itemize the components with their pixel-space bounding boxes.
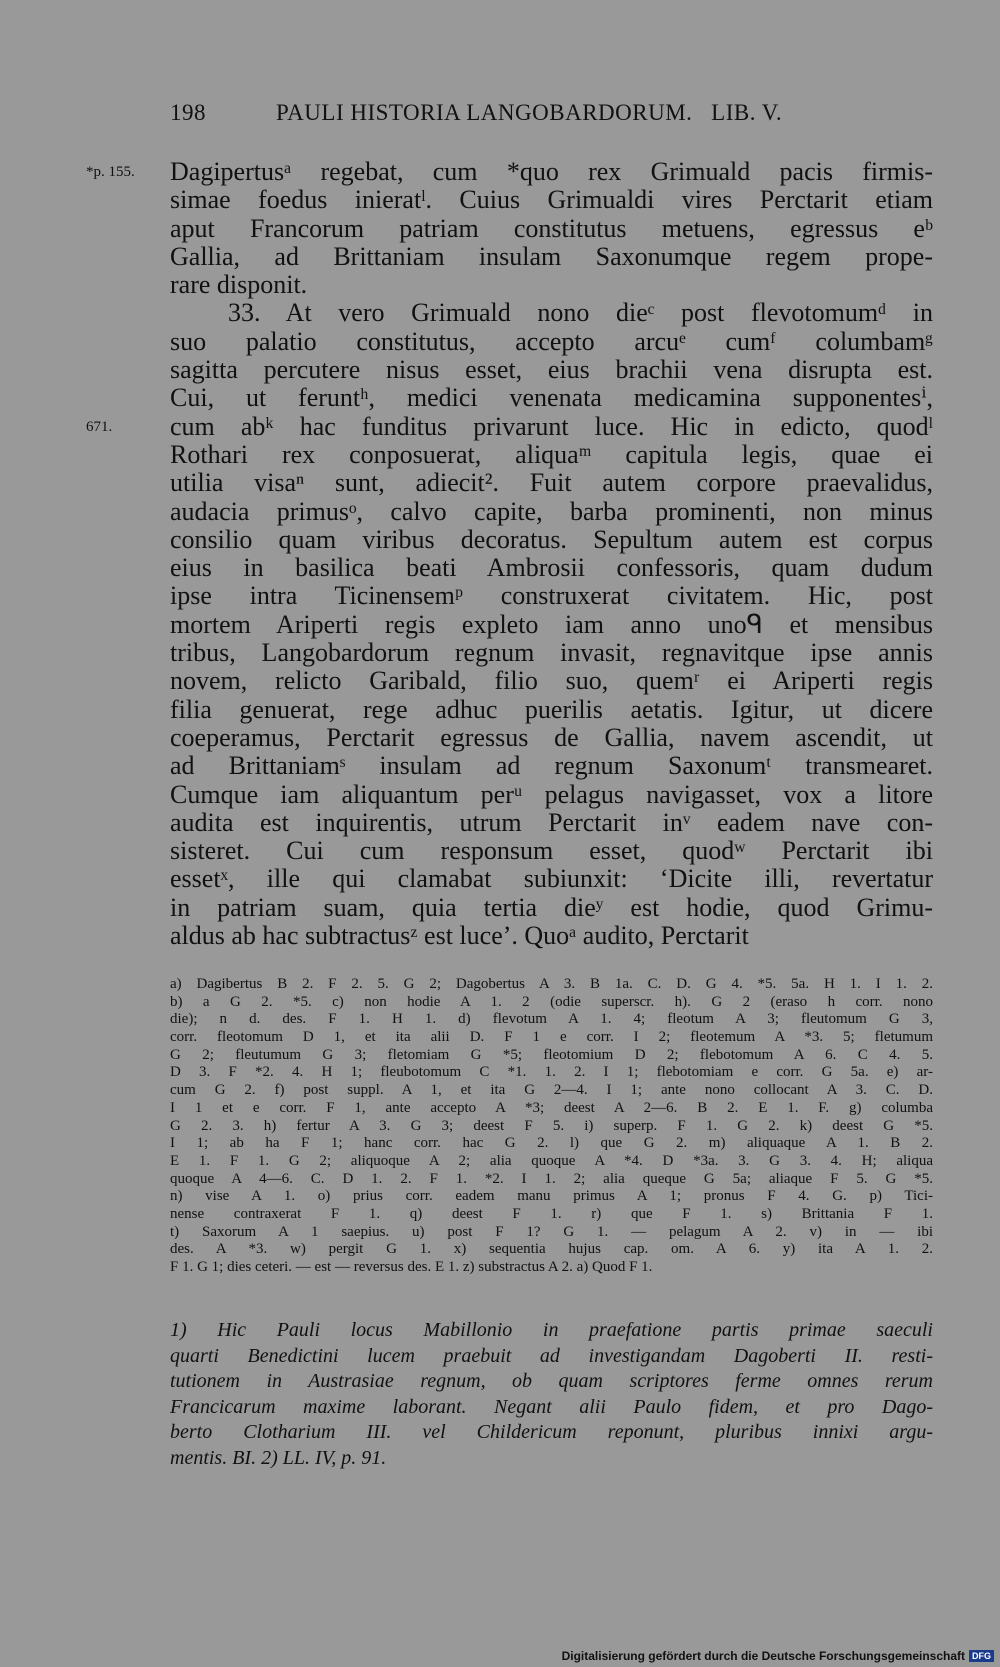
- text-line: ipse intra Ticinensemᵖ construxerat civitatem. Hic, post: [170, 581, 933, 611]
- text-line: simae foedus inieratˡ. Cuius Grimualdi vires Perctarit etiam: [170, 185, 933, 215]
- editorial-notes: [170, 1318, 933, 1471]
- text-line: sisteret. Cui cum responsum esset, quodʷ Perctarit ibi: [170, 836, 933, 866]
- footnote-line: quoque A 4—6. C. D 1. 2. F 1. *2. I 1. 2; alia queque G 5a; aliaque F 5. G *5.: [170, 1170, 933, 1187]
- footnote-line: E 1. F 1. G 2; aliquoque A 2; alia quoque A *4. D *3a. 3. G 3. 4. H; aliqua: [170, 1152, 933, 1169]
- footnote-line: G 2; fleutumum G 3; fletomiam G *5; fleotomium D 2; flebotomum A 6. C 4. 5.: [170, 1046, 933, 1063]
- note-line: quarti Benedictini lucem praebuit ad investigandam Dagoberti II. resti-: [170, 1344, 933, 1367]
- note-line: tutionem in Austrasiae regnum, ob quam scriptores ferme omnes rerum: [170, 1370, 933, 1392]
- text-line: Gallia, ad Brittaniam insulam Saxonumque regem prope-: [170, 241, 933, 271]
- text-line: utilia visaⁿ sunt, adiecit². Fuit autem corpore praevalidus,: [170, 468, 933, 498]
- footnote-line: corr. fleotomum D 1, et ita alii D. F 1 e corr. I 2; fleotemum A *3. 5; fletumum: [170, 1029, 933, 1046]
- text-line: Dagipertusᵃ regebat, cum *quo rex Grimuald pacis firmis-: [170, 157, 933, 186]
- footnote-line: die); n d. des. F 1. H 1. d) flevotum A 1. 4; fleotum A 3; fleutomum G 3,: [170, 1011, 933, 1028]
- text-line: aldus ab hac subtractusᶻ est luce’. Quoᵃ audito, Perctarit: [170, 921, 749, 951]
- text-line: tribus, Langobardorum regnum invasit, regnavitque ipse annis: [170, 638, 933, 668]
- text-line: Rothari rex conposuerat, aliquaᵐ capitula legis, quae ei: [170, 439, 933, 469]
- footnote-line: a) Dagibertus B 2. F 2. 5. G 2; Dagobertus A 3. B 1a. C. D. G 4. *5. 5a. H 1. I 1. 2.: [170, 976, 933, 992]
- footnote-line: b) a G 2. *5. c) non hodie A 1. 2 (odie superscr. h). G 2 (eraso h corr. nono: [170, 993, 933, 1010]
- text-line: filia genuerat, rege adhuc puerilis aetatis. Igitur, ut dicere: [170, 694, 933, 724]
- text-line: essetˣ, ille qui clamabat subiunxit: ‘Dicite illi, revertatur: [170, 864, 933, 894]
- credit-text: Digitalisierung gefördert durch die Deutsche Forschungsgemeinschaft: [561, 1649, 965, 1663]
- footnote-line: nense contraxerat F 1. q) deest F 1. r) que F 1. s) Brittania F 1.: [170, 1205, 933, 1222]
- footnote-line: t) Saxorum A 1 saepius. u) post F 1? G 1. — pelagum A 2. v) in — ibi: [170, 1223, 933, 1240]
- footnote-line: n) vise A 1. o) prius corr. eadem manu primus A 1; pronus F 4. G. p) Tici-: [170, 1188, 933, 1205]
- text-line: suo palatio constitutus, accepto arcuᵉ cumᶠ columbamᵍ: [170, 326, 933, 356]
- footnote-line: D 3. F *2. 4. H 1; fleubotomum C *1. 1. 2. I 1; flebotomiam e corr. G 5a. e) ar-: [170, 1064, 933, 1081]
- text-line: sagitta percutere nisus esset, eius brachii vena disrupta est.: [170, 355, 933, 385]
- text-line: ad Brittaniamˢ insulam ad regnum Saxonumᵗ transmearet.: [170, 751, 933, 781]
- text-line: mortem Ariperti regis expleto iam anno unoᑫ et mensibus: [170, 609, 933, 639]
- text-line: 33. At vero Grimuald nono dieᶜ post flevotomumᵈ in: [228, 298, 933, 328]
- dfg-logo: DFG: [969, 1650, 994, 1662]
- text-line: rare disponit.: [170, 270, 308, 300]
- page-number: 198: [170, 100, 206, 125]
- text-line: Cumque iam aliquantum perᵘ pelagus navigasset, vox a litore: [170, 779, 933, 809]
- text-line: in patriam suam, quia tertia dieʸ est hodie, quod Grimu-: [170, 892, 933, 922]
- text-line: coeperamus, Perctarit egressus de Gallia, navem ascendit, ut: [170, 722, 933, 752]
- note-line: 1) Hic Pauli locus Mabillonio in praefatione partis primae saeculi: [170, 1319, 933, 1341]
- note-line: Francicarum maxime laborant. Negant alii Paulo fidem, et pro Dago-: [170, 1395, 933, 1418]
- text-line: audacia primusᵒ, calvo capite, barba prominenti, non minus: [170, 496, 933, 526]
- footnote-line: cum G 2. f) post suppl. A 1, et ita G 2—4. I 1; ante nono collocant A 3. C. D.: [170, 1082, 933, 1099]
- text-line: novem, relicto Garibald, filio suo, quemʳ ei Ariperti regis: [170, 666, 933, 696]
- footnote-line: des. A *3. w) pergit G 1. x) sequentia hujus cap. om. A 6. y) ita A 1. 2.: [170, 1241, 933, 1258]
- variant-footnotes: [170, 976, 933, 1277]
- text-line: Cui, ut feruntʰ, medici venenata medicamina supponentesⁱ,: [170, 383, 933, 413]
- text-line: consilio quam viribus decoratus. Sepultum autem est corpus: [170, 524, 933, 554]
- digitization-credit: [562, 1649, 994, 1663]
- main-text: [170, 158, 933, 950]
- margin-note-year: 671.: [86, 419, 113, 435]
- footnote-line: G 2. 3. h) fertur A 3. G 3; deest F 5. i) superp. F 1. G 2. k) deest G *5.: [170, 1117, 933, 1134]
- text-line: audita est inquirentis, utrum Perctarit inᵛ eadem nave con-: [170, 807, 933, 837]
- margin-note-page-ref: *p. 155.: [86, 164, 135, 180]
- text-line: cum abᵏ hac funditus privarunt luce. Hic in edicto, quodˡ: [170, 411, 933, 441]
- running-title: PAULI HISTORIA LANGOBARDORUM. LIB. V.: [276, 100, 783, 125]
- footnote-line: I 1; ab ha F 1; hanc corr. hac G 2. l) que G 2. m) aliquaque A 1. B 2.: [170, 1135, 933, 1152]
- text-line: eius in basilica beati Ambrosii confessoris, quam dudum: [170, 553, 933, 583]
- text-line: aput Francorum patriam constitutus metuens, egressus eᵇ: [170, 213, 933, 243]
- footnote-line: I 1 et e corr. F 1, ante accepto A *3; deest A 2—6. B 2. E 1. F. g) columba: [170, 1099, 933, 1116]
- note-line: berto Clotharium III. vel Childericum reponunt, pluribus innixi argu-: [170, 1421, 933, 1443]
- note-line: mentis. BI. 2) LL. IV, p. 91.: [170, 1446, 387, 1469]
- footnote-line: F 1. G 1; dies ceteri. — est — reversus des. E 1. z) substractus A 2. a) Quod F 1.: [170, 1259, 653, 1275]
